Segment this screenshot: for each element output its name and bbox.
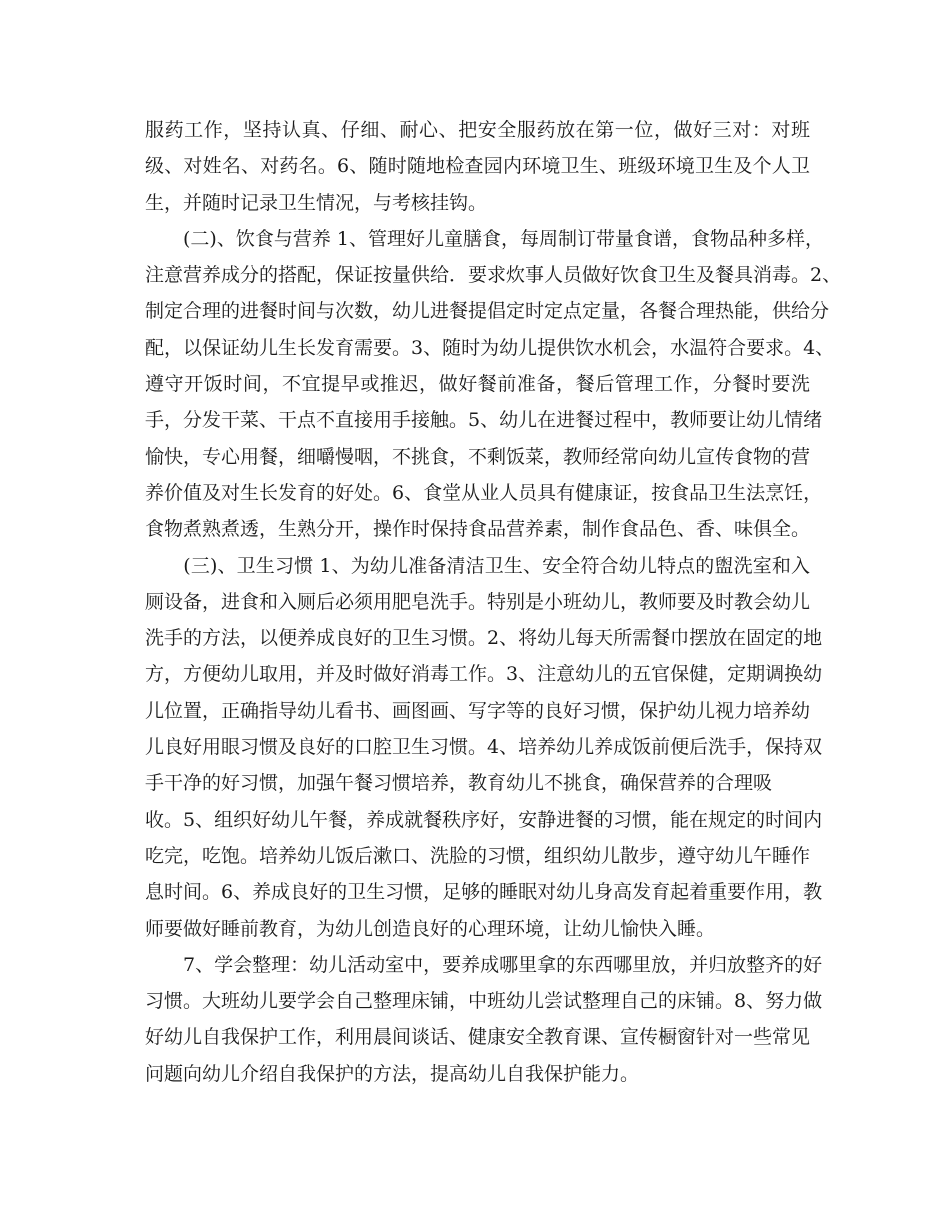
text-line: 洗手的方法，以便养成良好的卫生习惯。2、将幼儿每天所需餐巾摆放在固定的地 — [145, 627, 823, 650]
text-line: 儿位置，正确指导幼儿看书、画图画、写字等的良好习惯，保护幼儿视力培养幼 — [145, 699, 811, 722]
text-line: 愉快，专心用餐，细嚼慢咽，不挑食，不剩饭菜，教师经常向幼儿宣传食物的营 — [145, 445, 811, 468]
body-text — [145, 112, 842, 1092]
text-line: 问题向幼儿介绍自我保护的方法，提高幼儿自我保护能力。 — [145, 1062, 640, 1085]
text-line: 制定合理的进餐时间与次数，幼儿进餐提倡定时定点定量，各餐合理热能，供给分 — [145, 300, 830, 323]
text-line: 习惯。大班幼儿要学会自己整理床铺，中班幼儿尝试整理自己的床铺。8、努力做 — [145, 990, 823, 1013]
text-line: 服药工作，坚持认真、仔细、耐心、把安全服药放在第一位，做好三对：对班 — [145, 119, 810, 141]
paragraph-start-line: 7、学会整理：幼儿活动室中，要养成哪里拿的东西哪里放，并归放整齐的好 — [145, 953, 823, 976]
text-line: 收。5、组织好幼儿午餐，养成就餐秩序好，安静进餐的习惯，能在规定的时间内 — [145, 808, 823, 831]
text-line: 手干净的好习惯，加强午餐习惯培养，教育幼儿不挑食，确保营养的合理吸 — [145, 772, 773, 795]
text-line: 好幼儿自我保护工作，利用晨间谈话、健康安全教育课、宣传橱窗针对一些常见 — [145, 1026, 811, 1049]
paragraph-start-line: (三)、卫生习惯 1、为幼儿准备清洁卫生、安全符合幼儿特点的盥洗室和入 — [145, 554, 810, 577]
text-line: 食物煮熟煮透，生熟分开，操作时保持食品营养素，制作食品色、香、味俱全。 — [145, 518, 811, 541]
text-line: 注意营养成分的搭配，保证按量供给．要求炊事人员做好饮食卫生及餐具消毒。2、 — [145, 264, 842, 287]
text-line: 养价值及对生长发育的好处。6、食堂从业人员具有健康证，按食品卫生法烹饪， — [145, 481, 823, 504]
text-line: 儿良好用眼习惯及良好的口腔卫生习惯。4、培养幼儿养成饭前便后洗手，保持双 — [145, 736, 823, 759]
text-line: 吃完，吃饱。培养幼儿饭后漱口、洗脸的习惯，组织幼儿散步，遵守幼儿午睡作 — [145, 844, 811, 867]
text-line: 配，以保证幼儿生长发育需要。3、随时为幼儿提供饮水机会，水温符合要求。4、 — [145, 336, 835, 359]
text-line: 生，并随时记录卫生情况，与考核挂钩。 — [145, 191, 488, 214]
text-line: 手，分发干菜、干点不直接用手接触。5、幼儿在进餐过程中，教师要让幼儿情绪 — [145, 409, 823, 432]
text-line: 遵守开饭时间，不宜提早或推迟，做好餐前准备，餐后管理工作，分餐时要洗 — [145, 373, 810, 396]
text-line: 级、对姓名、对药名。6、随时随地检查园内环境卫生、班级环境卫生及个人卫 — [145, 155, 810, 178]
text-line: 师要做好睡前教育，为幼儿创造良好的心理环境，让幼儿愉快入睡。 — [145, 917, 716, 940]
text-line: 厕设备，进食和入厕后必须用肥皂洗手。特别是小班幼儿，教师要及时教会幼儿 — [145, 590, 811, 613]
paragraph-start-line: (二)、饮食与营养 1、管理好儿童膳食，每周制订带量食谱，食物品种多样， — [145, 227, 824, 250]
text-line: 息时间。6、养成良好的卫生习惯，足够的睡眠对幼儿身高发育起着重要作用，教 — [145, 881, 823, 904]
text-line: 方，方便幼儿取用，并及时做好消毒工作。3、注意幼儿的五官保健，定期调换幼 — [145, 663, 823, 686]
